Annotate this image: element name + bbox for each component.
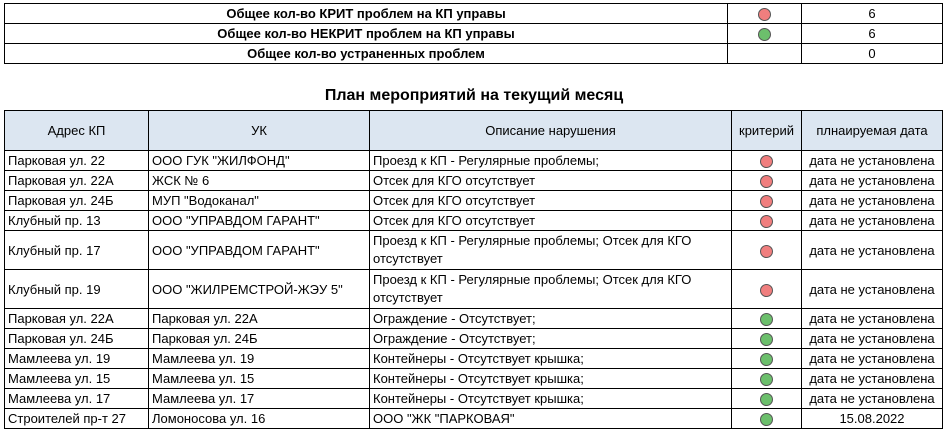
summary-row xyxy=(5,24,943,44)
criterion-cell xyxy=(732,389,802,409)
green-status-icon xyxy=(758,28,771,41)
uk-cell: МУП "Водоканал" xyxy=(149,191,370,211)
description-cell: Отсек для КГО отсутствует xyxy=(370,211,732,231)
green-status-icon xyxy=(760,393,773,406)
red-status-icon xyxy=(760,215,773,228)
summary-row xyxy=(5,4,943,24)
table-row xyxy=(5,409,943,429)
planned-date-cell: дата не установлена xyxy=(802,151,943,171)
green-status-icon xyxy=(760,313,773,326)
summary-value: 0 xyxy=(802,44,943,64)
planned-date-cell: дата не установлена xyxy=(802,171,943,191)
summary-value: 6 xyxy=(802,4,943,24)
planned-date-cell: 15.08.2022 xyxy=(802,409,943,429)
uk-cell: Парковая ул. 24Б xyxy=(149,329,370,349)
uk-cell: Мамлеева ул. 17 xyxy=(149,389,370,409)
criterion-cell xyxy=(732,211,802,231)
table-row xyxy=(5,211,943,231)
uk-cell: Парковая ул. 22А xyxy=(149,309,370,329)
planned-date-cell: дата не установлена xyxy=(802,270,943,309)
summary-row xyxy=(5,44,943,64)
table-row xyxy=(5,309,943,329)
green-status-icon xyxy=(760,353,773,366)
summary-indicator xyxy=(728,4,802,24)
header-address: Адрес КП xyxy=(5,111,149,151)
green-status-icon xyxy=(760,333,773,346)
address-cell: Парковая ул. 22А xyxy=(5,171,149,191)
summary-indicator xyxy=(728,24,802,44)
table-row xyxy=(5,329,943,349)
address-cell: Парковая ул. 24Б xyxy=(5,329,149,349)
plan-title: План мероприятий на текущий месяц xyxy=(324,87,624,104)
planned-date-cell: дата не установлена xyxy=(802,211,943,231)
criterion-cell xyxy=(732,349,802,369)
address-cell: Парковая ул. 24Б xyxy=(5,191,149,211)
green-status-icon xyxy=(760,413,773,426)
uk-cell: Мамлеева ул. 19 xyxy=(149,349,370,369)
plan-header-row xyxy=(5,111,943,151)
planned-date-cell: дата не установлена xyxy=(802,231,943,270)
red-status-icon xyxy=(760,284,773,297)
address-cell: Мамлеева ул. 19 xyxy=(5,349,149,369)
address-cell: Клубный пр. 19 xyxy=(5,270,149,309)
address-cell: Клубный пр. 17 xyxy=(5,231,149,270)
uk-cell: ООО "УПРАВДОМ ГАРАНТ" xyxy=(149,231,370,270)
description-cell: Контейнеры - Отсутствует крышка; xyxy=(370,369,732,389)
criterion-cell xyxy=(732,369,802,389)
red-status-icon xyxy=(758,8,771,21)
summary-table xyxy=(4,3,943,64)
description-cell: Проезд к КП - Регулярные проблемы; xyxy=(370,151,732,171)
criterion-cell xyxy=(732,409,802,429)
criterion-cell xyxy=(732,270,802,309)
red-status-icon xyxy=(760,245,773,258)
description-cell: Контейнеры - Отсутствует крышка; xyxy=(370,389,732,409)
address-cell: Мамлеева ул. 17 xyxy=(5,389,149,409)
planned-date-cell: дата не установлена xyxy=(802,329,943,349)
uk-cell: ООО "ЖИЛРЕМСТРОЙ-ЖЭУ 5" xyxy=(149,270,370,309)
uk-cell: ЖСК № 6 xyxy=(149,171,370,191)
table-row xyxy=(5,171,943,191)
description-cell: Проезд к КП - Регулярные проблемы; Отсек для КГО отсутствует xyxy=(370,270,732,309)
address-cell: Парковая ул. 22 xyxy=(5,151,149,171)
green-status-icon xyxy=(760,373,773,386)
uk-cell: Ломоносова ул. 16 xyxy=(149,409,370,429)
uk-cell: ООО ГУК "ЖИЛФОНД" xyxy=(149,151,370,171)
table-row xyxy=(5,231,943,270)
criterion-cell xyxy=(732,171,802,191)
description-cell: Проезд к КП - Регулярные проблемы; Отсек для КГО отсутствует xyxy=(370,231,732,270)
description-cell: Ограждение - Отсутствует; xyxy=(370,309,732,329)
header-uk: УК xyxy=(149,111,370,151)
address-cell: Мамлеева ул. 15 xyxy=(5,369,149,389)
summary-value: 6 xyxy=(802,24,943,44)
criterion-cell xyxy=(732,191,802,211)
description-cell: Контейнеры - Отсутствует крышка; xyxy=(370,349,732,369)
criterion-cell xyxy=(732,309,802,329)
table-row xyxy=(5,191,943,211)
description-cell: Ограждение - Отсутствует; xyxy=(370,329,732,349)
red-status-icon xyxy=(760,155,773,168)
criterion-cell xyxy=(732,151,802,171)
red-status-icon xyxy=(760,195,773,208)
address-cell: Клубный пр. 13 xyxy=(5,211,149,231)
summary-label: Общее кол-во КРИТ проблем на КП управы xyxy=(5,4,728,24)
address-cell: Строителей пр-т 27 xyxy=(5,409,149,429)
summary-indicator xyxy=(728,44,802,64)
table-row xyxy=(5,151,943,171)
planned-date-cell: дата не установлена xyxy=(802,369,943,389)
uk-cell: ООО "УПРАВДОМ ГАРАНТ" xyxy=(149,211,370,231)
plan-table xyxy=(4,110,943,429)
red-status-icon xyxy=(760,175,773,188)
description-cell: Отсек для КГО отсутствует xyxy=(370,191,732,211)
criterion-cell xyxy=(732,231,802,270)
planned-date-cell: дата не установлена xyxy=(802,389,943,409)
description-cell: ООО "ЖК "ПАРКОВАЯ" xyxy=(370,409,732,429)
planned-date-cell: дата не установлена xyxy=(802,309,943,329)
header-criterion: критерий xyxy=(732,111,802,151)
description-cell: Отсек для КГО отсутствует xyxy=(370,171,732,191)
criterion-cell xyxy=(732,329,802,349)
header-description: Описание нарушения xyxy=(370,111,732,151)
address-cell: Парковая ул. 22А xyxy=(5,309,149,329)
uk-cell: Мамлеева ул. 15 xyxy=(149,369,370,389)
summary-label: Общее кол-во устраненных проблем xyxy=(5,44,728,64)
header-planned-date: плнаируемая дата xyxy=(802,111,943,151)
planned-date-cell: дата не установлена xyxy=(802,349,943,369)
table-row xyxy=(5,270,943,309)
table-row xyxy=(5,349,943,369)
table-row xyxy=(5,369,943,389)
summary-label: Общее кол-во НЕКРИТ проблем на КП управы xyxy=(5,24,728,44)
table-row xyxy=(5,389,943,409)
planned-date-cell: дата не установлена xyxy=(802,191,943,211)
